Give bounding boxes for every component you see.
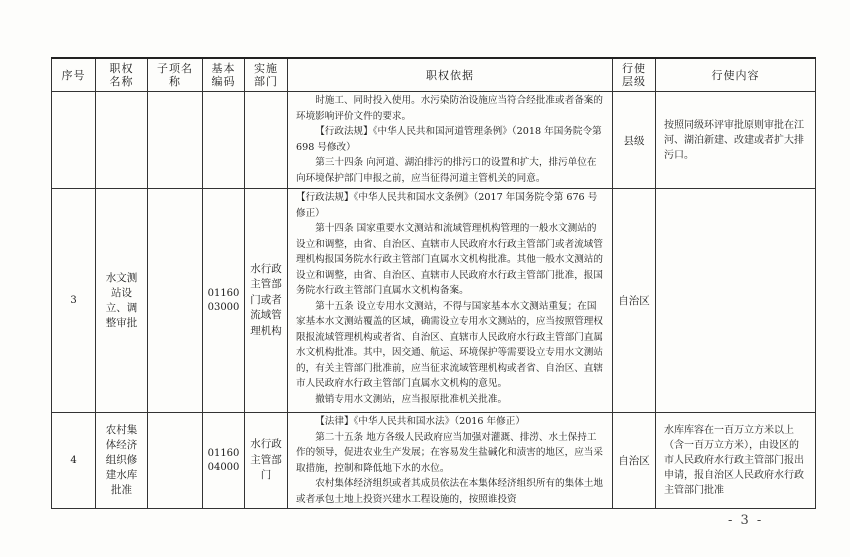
table-row — [52, 413, 816, 509]
table-row — [52, 189, 816, 413]
basis-paragraph: 【行政法规】《中华人民共和国水文条例》（2017 年国务院令第 676 号修正） — [296, 192, 598, 219]
basis-paragraph: 第二十五条 地方各级人民政府应当加强对灌溉、排涝、水土保持工作的领导，促进农业生产发展；在容易发生盐碱化和渍害的地区，应当采取措施，控制和降低地下水的水位。 — [296, 431, 603, 474]
cell-code: 01160 03000 — [203, 189, 245, 413]
cell-level: 自治区 — [613, 189, 656, 413]
cell-seq — [52, 92, 96, 189]
cell-content: 水库库容在一百万立方米以上（含一百万立方米），由设区的市人民政府水行政主管部门报出申请，报自治区人民政府水行政主管部门批准 — [656, 413, 816, 509]
table-row — [52, 92, 816, 189]
header-seq: 序号 — [52, 58, 96, 92]
cell-basis — [288, 413, 613, 509]
header-content: 行使内容 — [656, 58, 816, 92]
cell-code: 01160 04000 — [203, 413, 245, 509]
header-dept: 实施部门 — [245, 58, 288, 92]
cell-sub — [148, 413, 203, 509]
header-item: 职权名称 — [96, 58, 148, 92]
header-basis: 职权依据 — [288, 58, 613, 92]
basis-paragraph: 撤销专用水文测站，应当报原批准机关批准。 — [315, 393, 508, 405]
header-level: 行使层级 — [613, 58, 656, 92]
cell-item — [96, 92, 148, 189]
cell-dept: 水行政主管部门或者流域管理机构 — [245, 189, 288, 413]
cell-level: 自治区 — [613, 413, 656, 509]
table-header-row — [52, 58, 816, 92]
cell-dept: 水行政主管部门 — [245, 413, 288, 509]
cell-basis — [288, 92, 613, 189]
page-number: - 3 - — [728, 513, 764, 528]
header-code: 基本编码 — [203, 58, 245, 92]
cell-content — [656, 189, 816, 413]
basis-paragraph: 【法律】《中华人民共和国水法》（2016 年修正） — [315, 416, 525, 427]
basis-paragraph: 农村集体经济组织或者其成员依法在本集体经济组织所有的集体土地或者承包土地上投资兴建水工程设施的，按照谁投资 — [296, 478, 603, 505]
cell-basis — [288, 189, 613, 413]
cell-sub — [148, 189, 203, 413]
basis-paragraph: 第十五条 设立专用水文测站，不得与国家基本水文测站重复；在国家基本水文测站覆盖的区域，确需设立专用水文测站的，应当按照管理权限报流域管理机构或者省、自治区、直辖市人民政府水行政主管部门直属水文机构批准。其中，因交通、航运、环境保护等需要设立专用水文测站的，有关主管部门批准前，应当征求流域管理机构或者省、自治区、直辖市人民政府水行政主管部门直属水文机构的意见。 — [296, 300, 603, 389]
cell-seq: 4 — [52, 413, 96, 509]
basis-paragraph: 【行政法规】《中华人民共和国河道管理条例》（2018 年国务院令第 698 号修改） — [296, 126, 602, 153]
cell-item: 农村集体经济组织修建水库批准 — [96, 413, 148, 509]
header-sub: 子项名称 — [148, 58, 203, 92]
cell-code — [203, 92, 245, 189]
cell-level: 县级 — [613, 92, 656, 189]
basis-paragraph: 第三十四条 向河道、湖泊排污的排污口的设置和扩大，排污单位在向环境保护部门申报之前，应当征得河道主管机关的同意。 — [296, 157, 597, 184]
basis-paragraph: 时施工、同时投入使用。水污染防治设施应当符合经批准或者备案的环境影响评价文件的要求。 — [296, 95, 603, 122]
cell-item: 水文测站设立、调整审批 — [96, 189, 148, 413]
cell-dept — [245, 92, 288, 189]
basis-paragraph: 第十四条 国家重要水文测站和流域管理机构管理的一般水文测站的设立和调整，由省、自治区、直辖市人民政府水行政主管部门或者流域管理机构报国务院水行政主管部门直属水文机构批准。其他一般水文测站的设立和调整，由省、自治区、直辖市人民政府水行政主管部门批准，报国务院水行政主管部门直属水文机构备案。 — [296, 223, 603, 296]
cell-seq: 3 — [52, 189, 96, 413]
cell-content: 按照同级环评审批原则审批在江河、湖泊新建、改建或者扩大排污口。 — [656, 92, 816, 189]
authority-table — [51, 57, 816, 509]
cell-sub — [148, 92, 203, 189]
